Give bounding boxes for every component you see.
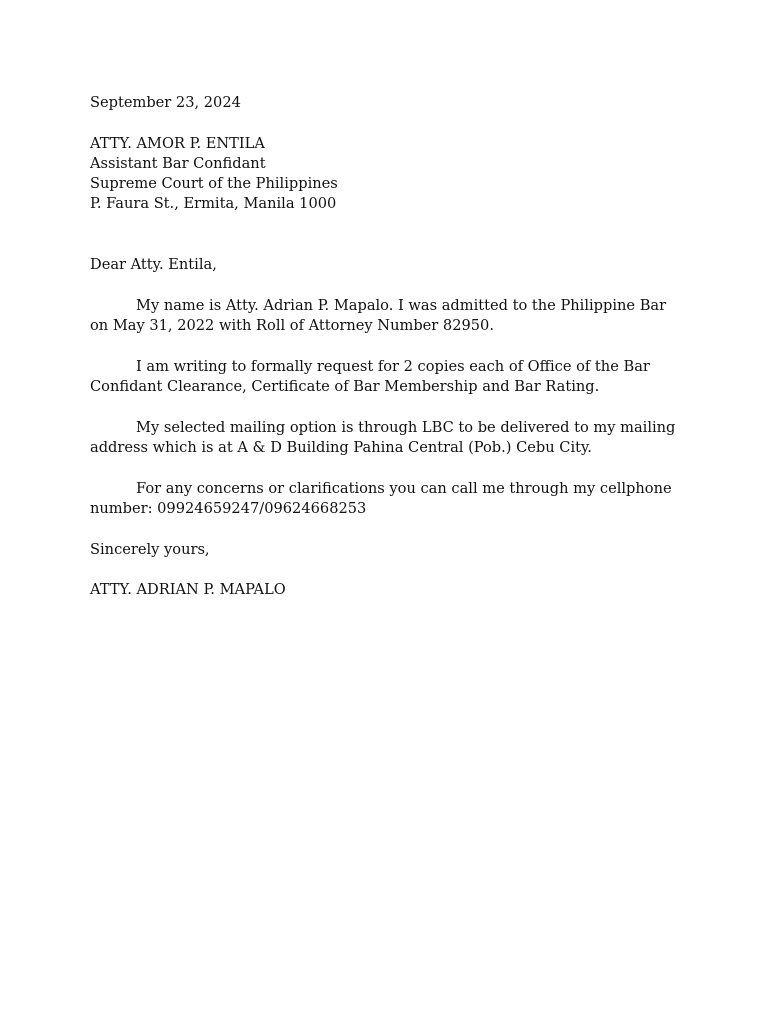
spacer — [90, 397, 680, 417]
letter-date: September 23, 2024 — [90, 94, 241, 111]
recipient-address: P. Faura St., Ermita, Manila 1000 — [90, 195, 337, 213]
recipient-block — [90, 134, 680, 215]
closing: Sincerely yours, — [90, 540, 210, 558]
spacer — [90, 458, 680, 478]
recipient-title: Assistant Bar Confidant — [90, 154, 266, 172]
paragraph-mailing — [90, 418, 680, 459]
paragraph-introduction — [90, 296, 680, 337]
paragraph-line: address which is at A & D Building Pahina Central (Pob.) Cebu City. — [90, 439, 592, 457]
spacer — [90, 215, 680, 256]
paragraph-request — [90, 357, 680, 398]
salutation: Dear Atty. Entila, — [90, 256, 217, 274]
spacer — [90, 113, 680, 133]
letter-body — [90, 93, 680, 600]
paragraph-line: For any concerns or clarifications you can call me through my cellphone — [136, 479, 672, 497]
spacer — [90, 276, 680, 296]
paragraph-line: My selected mailing option is through LBC to be delivered to my mailing — [136, 418, 676, 436]
spacer — [90, 560, 680, 580]
signature-name: ATTY. ADRIAN P. MAPALO — [90, 581, 286, 599]
recipient-name: ATTY. AMOR P. ENTILA — [90, 134, 265, 152]
paragraph-line: Confidant Clearance, Certificate of Bar Membership and Bar Rating. — [90, 378, 600, 396]
paragraph-contact — [90, 479, 680, 520]
paragraph-line: on May 31, 2022 with Roll of Attorney Number 82950. — [90, 317, 494, 335]
recipient-organization: Supreme Court of the Philippines — [90, 175, 338, 193]
paragraph-line: My name is Atty. Adrian P. Mapalo. I was admitted to the Philippine Bar — [136, 296, 667, 314]
paragraph-line: I am writing to formally request for 2 copies each of Office of the Bar — [136, 357, 650, 375]
paragraph-line: number: 09924659247/09624668253 — [90, 499, 367, 517]
spacer — [90, 519, 680, 539]
spacer — [90, 337, 680, 357]
